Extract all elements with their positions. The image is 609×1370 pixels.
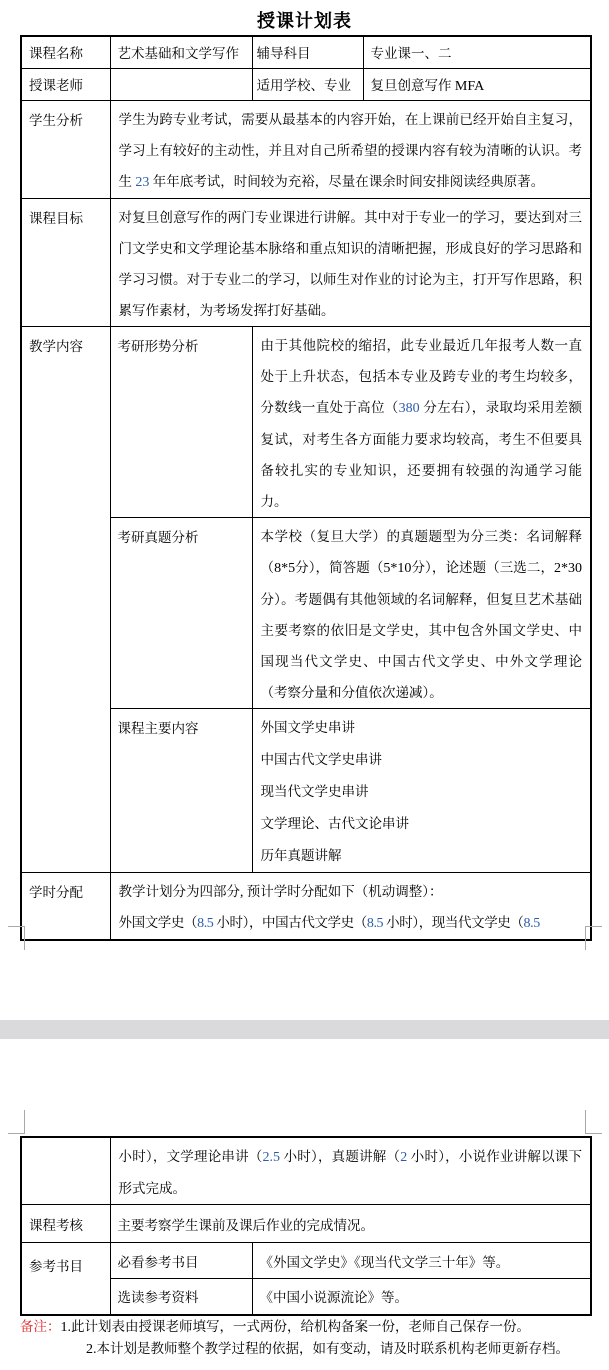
page1-corner-mark-right xyxy=(585,926,602,950)
must-read-value: 《外国文学史》《现当代文学三十年》等。 xyxy=(252,1243,591,1279)
main-content-line: 文学理论、古代文论串讲 xyxy=(260,815,409,831)
target-school-value: 复旦创意写作 MFA xyxy=(363,68,591,100)
target-school-label: 适用学校、专业 xyxy=(252,68,363,100)
past-papers-sublabel: 考研真题分析 xyxy=(110,517,252,708)
main-content-sublabel: 课程主要内容 xyxy=(110,708,252,872)
table-row xyxy=(21,1243,591,1279)
teacher-label: 授课老师 xyxy=(21,68,110,100)
table-row xyxy=(21,198,591,326)
teacher-value-empty xyxy=(110,68,252,100)
hours-cont-label-empty xyxy=(21,1137,110,1205)
main-content-line: 中国古代文学史串讲 xyxy=(260,751,382,767)
tutoring-subject-value: 专业课一、二 xyxy=(363,36,591,68)
table-row xyxy=(21,68,591,100)
must-read-sublabel: 必看参考书目 xyxy=(110,1243,252,1279)
remarks-line-2 xyxy=(86,1338,602,1360)
remarks-text-1: 1.此计划表由授课老师填写，一式两份，给机构备案一份，老师自己保存一份。 xyxy=(60,1319,530,1335)
table-row xyxy=(21,1137,591,1205)
table-row xyxy=(21,100,591,198)
page2-corner-mark-left xyxy=(8,1110,25,1134)
main-content-line: 现当代文学史串讲 xyxy=(260,783,369,799)
remarks-text-2: 2.本计划是教师整个教学过程的依据，如有变动，请及时联系机构老师更新存档。 xyxy=(86,1341,569,1357)
page-title: 授课计划表 xyxy=(257,11,352,31)
hours-line: 外国文学史（8.5 小时），中国古代文学史（8.5 小时），现当代文学史（8.5 xyxy=(118,914,540,931)
student-analysis-label: 学生分析 xyxy=(21,100,110,198)
teaching-plan-table-page2 xyxy=(20,1136,592,1316)
remarks-line-1 xyxy=(20,1316,602,1338)
assessment-label: 课程考核 xyxy=(21,1205,110,1243)
assessment-content: 主要考察学生课前及课后作业的完成情况。 xyxy=(110,1205,591,1243)
page2-corner-mark-right xyxy=(585,1110,602,1134)
table-row xyxy=(21,36,591,68)
main-content-line: 外国文学史串讲 xyxy=(260,719,355,735)
table-row xyxy=(21,326,591,517)
course-goal-label: 课程目标 xyxy=(21,198,110,326)
table-row xyxy=(21,1205,591,1243)
page1-corner-mark-left xyxy=(8,926,25,950)
main-content-list xyxy=(252,708,591,872)
page-break-gap xyxy=(0,1020,609,1039)
student-analysis-content: 学生为跨专业考试，需要从最基本的内容开始，在上课前已经开始自主复习，学习上有较好的主动性，并且对自己所希望的授课内容有较为清晰的认识。考生 23 年年底考试，时间较为充裕，尽量在课余时间安排阅读经典原著。 xyxy=(110,100,591,198)
course-name-label: 课程名称 xyxy=(21,36,110,68)
course-goal-content: 对复旦创意写作的两门专业课进行讲解。其中对于专业一的学习，要达到对三门文学史和文学理论基本脉络和重点知识的清晰把握，形成良好的学习思路和学习习惯。对于专业二的学习，以师生对作业的讨论为主，打开写作思路，积累写作素材，为考场发挥打好基础。 xyxy=(110,198,591,326)
optional-read-value: 《中国小说源流论》等。 xyxy=(252,1279,591,1315)
hours-line: 教学计划分为四部分, 预计学时分配如下（机动调整）： xyxy=(118,883,443,899)
main-content-line: 历年真题讲解 xyxy=(260,847,342,863)
course-name-value: 艺术基础和文学写作 xyxy=(110,36,252,68)
past-papers-content: 本学校（复旦大学）的真题题型为分三类：名词解释（8*5分），简答题（5*10分），论述题（三选二，2*30分）。考题偶有其他领域的名词解释，但复旦艺术基础主要考察的依旧是文学史，其中包含外国文学史、中国现当代文学史、中国古代文学史、中外文学理论（考察分量和分值依次递减）。 xyxy=(252,517,591,708)
hours-cont-content: 小时），文学理论串讲（2.5 小时），真题讲解（2 小时），小说作业讲解以课下形式完成。 xyxy=(110,1137,591,1205)
exam-situation-sublabel: 考研形势分析 xyxy=(110,326,252,517)
table-row xyxy=(21,872,591,940)
hours-allocation-label: 学时分配 xyxy=(21,872,110,940)
reference-books-label: 参考书目 xyxy=(21,1243,110,1315)
remarks-block xyxy=(20,1316,602,1360)
optional-read-sublabel: 选读参考资料 xyxy=(110,1279,252,1315)
tutoring-subject-label: 辅导科目 xyxy=(252,36,363,68)
exam-situation-content: 由于其他院校的缩招，此专业最近几年报考人数一直处于上升状态，包括本专业及跨专业的考生均较多，分数线一直处于高位（380 分左右），录取均采用差额复试，对考生各方面能力要求均较高，考生不但要具备较扎实的专业知识，还要拥有较强的沟通学习能力。 xyxy=(252,326,591,517)
teaching-content-label: 教学内容 xyxy=(21,326,110,872)
remarks-label: 备注： xyxy=(20,1319,61,1334)
teaching-plan-table-page1 xyxy=(20,35,592,941)
hours-allocation-content xyxy=(110,872,591,940)
